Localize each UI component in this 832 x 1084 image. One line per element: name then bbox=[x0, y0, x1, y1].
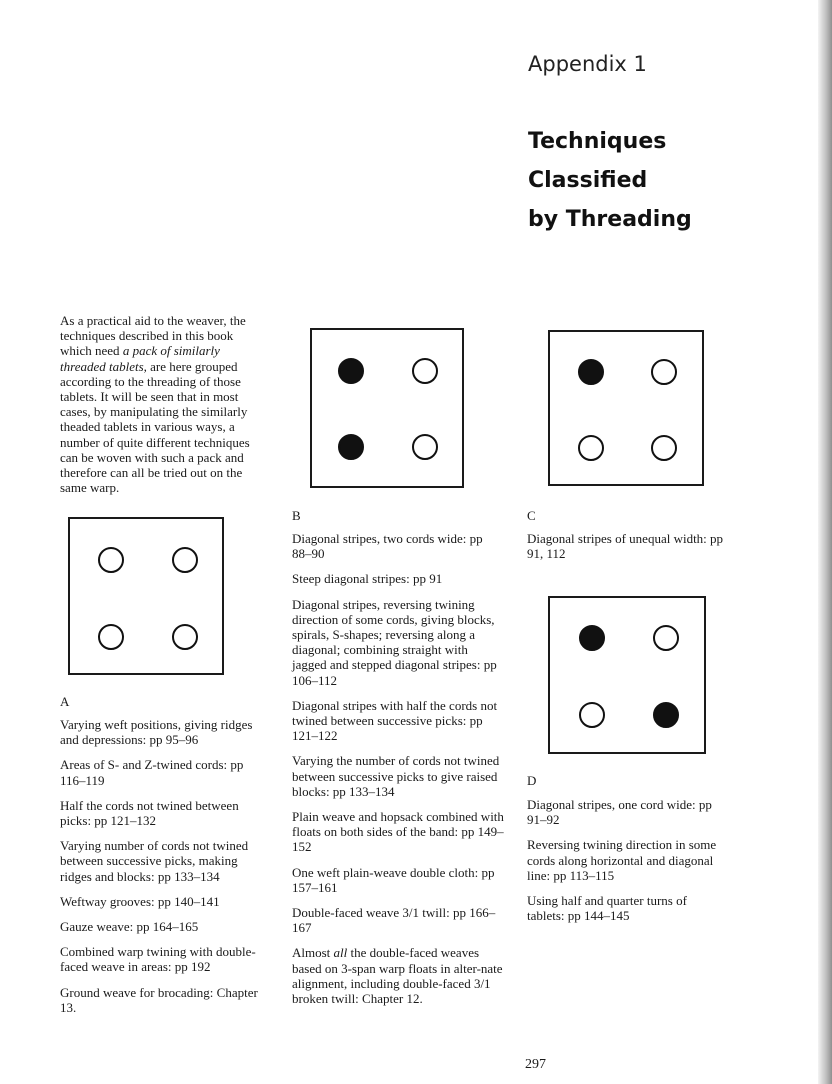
title-line-3: by Threading bbox=[528, 207, 692, 232]
list-item: Diagonal stripes of unequal width: pp 91, 112 bbox=[527, 531, 724, 562]
section-c-list bbox=[527, 531, 737, 571]
list-item: Diagonal stripes, reversing twining direction of some cords, giving blocks, spirals, S-shapes; reversing along a diagonal; combining straight with jagged and stepped diagonal stripes: pp 106–112 bbox=[292, 596, 497, 688]
intro-emphasis: a pack of similarly threaded tablets, bbox=[60, 343, 220, 374]
list-item: Double-faced weave 3/1 twill: pp 166–167 bbox=[292, 905, 496, 936]
page-title bbox=[528, 122, 808, 239]
section-b-list bbox=[292, 531, 504, 1016]
section-a-label: A bbox=[60, 694, 70, 709]
page-header bbox=[528, 52, 808, 239]
intro-text-2: are here grouped according to the threading of those tablets. It will be seen that in most cases, by manipulating the similarly theaded tablets in various ways, a number of quite different techniques can be woven with such a pack and therefore can all be tried out on the same warp. bbox=[60, 358, 250, 496]
list-item: Plain weave and hopsack combined with floats on both sides of the band: pp 149–152 bbox=[292, 809, 504, 855]
list-item: Combined warp twining with double-faced weave in areas: pp 192 bbox=[60, 944, 256, 975]
list-item bbox=[292, 945, 504, 1006]
list-item: Varying the number of cords not twined between successive picks to give raised blocks: pp 133–134 bbox=[292, 753, 500, 799]
section-b-label: B bbox=[292, 508, 301, 523]
hole-d-2 bbox=[653, 625, 679, 651]
section-c-label: C bbox=[527, 508, 536, 523]
hole-d-1 bbox=[579, 625, 605, 651]
list-item: Diagonal stripes with half the cords not twined between successive picks: pp 121–122 bbox=[292, 697, 498, 744]
threading-diagram-b bbox=[310, 328, 464, 488]
hole-d-4 bbox=[653, 702, 679, 728]
hole-b-2 bbox=[412, 358, 438, 384]
section-d-list bbox=[527, 797, 727, 933]
hole-c-1 bbox=[578, 359, 604, 385]
list-item: Ground weave for brocading: Chapter 13. bbox=[60, 984, 258, 1015]
list-item: Varying weft positions, giving ridges and depressions: pp 95–96 bbox=[60, 717, 253, 748]
list-item: Areas of S- and Z-twined cords: pp 116–119 bbox=[60, 757, 244, 788]
hole-a-4 bbox=[172, 624, 198, 650]
section-a-list bbox=[60, 717, 265, 1025]
list-item: Steep diagonal stripes: pp 91 bbox=[292, 571, 443, 587]
last-item-text-2: the double-faced weaves based on 3-span warp floats in alter-nate alignment, including double-faced 3/1 broken twill: Chapter 12. bbox=[292, 945, 503, 1007]
list-item: One weft plain-weave double cloth: pp 157–161 bbox=[292, 864, 495, 895]
hole-b-4 bbox=[412, 434, 438, 460]
hole-a-3 bbox=[98, 624, 124, 650]
list-item: Weftway grooves: pp 140–141 bbox=[60, 893, 220, 909]
hole-b-1 bbox=[338, 358, 364, 384]
intro-paragraph bbox=[60, 313, 260, 495]
list-item: Reversing twining direction in some cords along horizontal and diagonal line: pp 113–115 bbox=[527, 837, 717, 883]
threading-diagram-c bbox=[548, 330, 704, 486]
hole-a-1 bbox=[98, 547, 124, 573]
section-d-label: D bbox=[527, 773, 537, 788]
list-item: Using half and quarter turns of tablets: pp 144–145 bbox=[527, 893, 687, 924]
list-item: Half the cords not twined between picks: pp 121–132 bbox=[60, 797, 239, 829]
title-line-2: Classified bbox=[528, 168, 648, 193]
list-item: Diagonal stripes, one cord wide: pp 91–92 bbox=[527, 797, 712, 828]
page-edge-shadow bbox=[818, 0, 832, 1084]
hole-b-3 bbox=[338, 434, 364, 460]
hole-a-2 bbox=[172, 547, 198, 573]
list-item: Varying number of cords not twined between successive picks, making ridges and blocks: pp 133–134 bbox=[60, 838, 249, 884]
list-item: Diagonal stripes, two cords wide: pp 88–90 bbox=[292, 531, 483, 562]
hole-c-4 bbox=[651, 435, 677, 461]
list-item: Gauze weave: pp 164–165 bbox=[60, 919, 199, 935]
appendix-label: Appendix 1 bbox=[528, 52, 647, 76]
last-item-emphasis: all bbox=[333, 945, 348, 961]
hole-d-3 bbox=[579, 702, 605, 728]
last-item-text-1: Almost bbox=[292, 945, 334, 961]
intro-text-1: As a practical aid to the weaver, the techniques described in this book which need bbox=[60, 313, 246, 359]
threading-diagram-a bbox=[68, 517, 224, 675]
hole-c-3 bbox=[578, 435, 604, 461]
hole-c-2 bbox=[651, 359, 677, 385]
title-line-1: Techniques bbox=[528, 129, 667, 154]
threading-diagram-d bbox=[548, 596, 706, 754]
page-number: 297 bbox=[525, 1057, 546, 1072]
